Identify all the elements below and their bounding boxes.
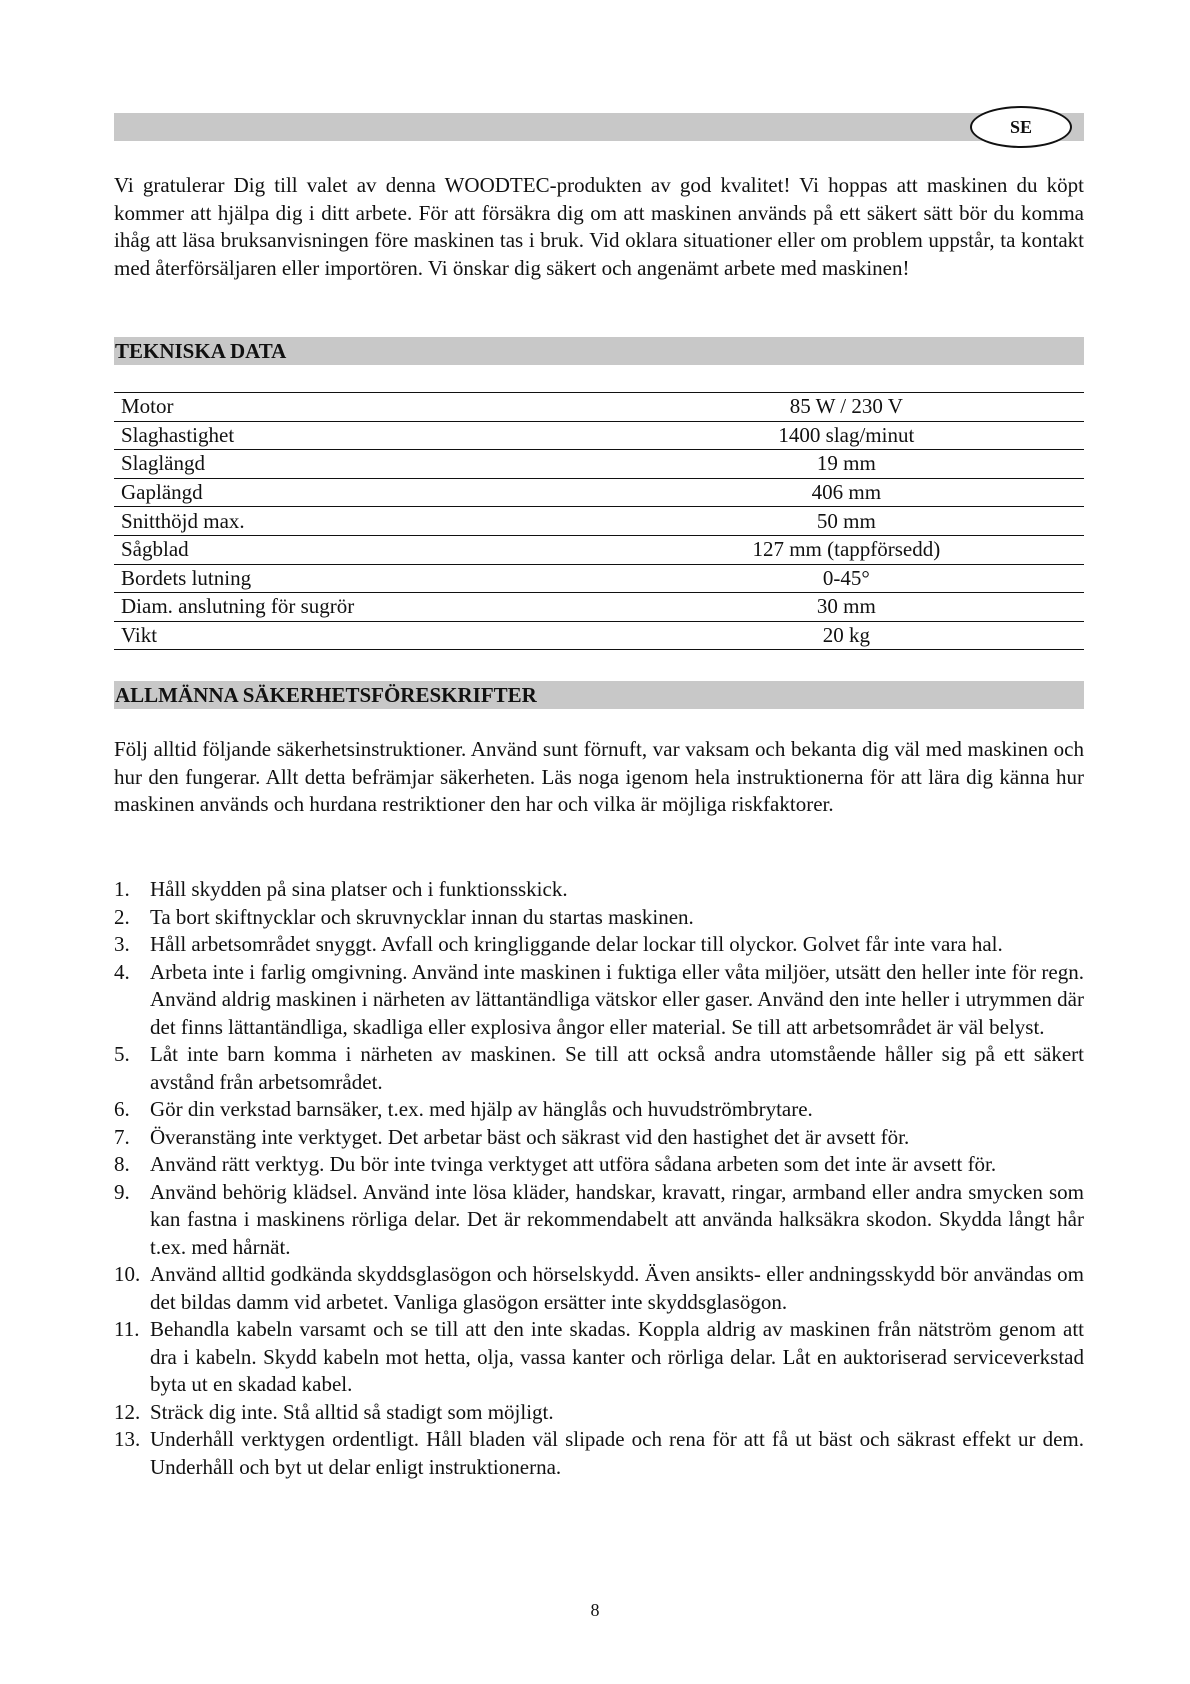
intro-paragraph: Vi gratulerar Dig till valet av denna WOODTEC-produkten av god kvalitet! Vi hoppas att maskinen du köpt kommer att hjälpa dig i ditt arbete. För att försäkra dig om att maskinen används på ett säkert sätt bör du komma ihåg att läsa bruksanvisningen före maskinen tas i bruk. Vid oklara situationer eller om problem uppstår, ta kontakt med återförsäljaren eller importören. Vi önskar dig säkert och angenämt arbete med maskinen!: [114, 173, 1084, 280]
item-text: Håll arbetsområdet snyggt. Avfall och kringliggande delar lockar till olyckor. Golvet får inte vara hal.: [150, 932, 1003, 956]
spec-label: Bordets lutning: [114, 564, 609, 593]
item-number: 8.: [114, 1152, 130, 1176]
spec-value: 0-45°: [609, 564, 1084, 593]
list-item: [114, 1179, 1084, 1262]
item-number: 10.: [114, 1262, 141, 1286]
spec-label: Vikt: [114, 621, 609, 650]
item-text: Behandla kabeln varsamt och se till att den inte skadas. Koppla aldrig av maskinen från nätström genom att dra i kabeln. Skydd kabeln mot hetta, olja, vassa kanter och rörliga delar. Låt en auktoriserad serviceverkstad byta ut en skadad kabel.: [150, 1317, 1084, 1396]
spec-label: Sågblad: [114, 535, 609, 564]
table-row: [114, 621, 1084, 650]
spec-value: 127 mm (tappförsedd): [609, 535, 1084, 564]
spec-value: 20 kg: [609, 621, 1084, 650]
safety-heading-text: ALLMÄNNA SÄKERHETSFÖRESKRIFTER: [115, 683, 537, 707]
item-number: 3.: [114, 932, 130, 956]
list-item: [114, 1041, 1084, 1096]
item-text: Håll skydden på sina platser och i funktionsskick.: [150, 877, 568, 901]
table-row: [114, 593, 1084, 622]
spec-label: Slaglängd: [114, 450, 609, 479]
item-text: Underhåll verktygen ordentligt. Håll bladen väl slipade och rena för att få ut bäst och säkrast effekt ur dem. Underhåll och byt ut delar enligt instruktionerna.: [150, 1427, 1084, 1479]
tech-data-heading: [114, 337, 1084, 365]
list-item: [114, 1151, 1084, 1179]
spec-label: Slaghastighet: [114, 421, 609, 450]
item-number: 13.: [114, 1427, 141, 1451]
safety-heading: [114, 681, 1084, 709]
item-number: 6.: [114, 1097, 130, 1121]
list-item: [114, 904, 1084, 932]
item-number: 9.: [114, 1179, 130, 1204]
item-text: Sträck dig inte. Stå alltid så stadigt som möjligt.: [150, 1399, 554, 1424]
safety-rules-list: [114, 876, 1084, 1481]
tech-data-table: [114, 392, 1084, 650]
spec-value: 19 mm: [609, 450, 1084, 479]
list-item: [114, 876, 1084, 904]
item-text: Använd rätt verktyg. Du bör inte tvinga verktyget att utföra sådana arbeten som det inte är avsett för.: [150, 1152, 997, 1176]
table-row: [114, 478, 1084, 507]
spec-value: 50 mm: [609, 507, 1084, 536]
item-number: 12.: [114, 1399, 141, 1424]
table-row: [114, 450, 1084, 479]
item-number: 11.: [114, 1317, 140, 1341]
table-row: [114, 535, 1084, 564]
list-item: [114, 1261, 1084, 1316]
item-text: Låt inte barn komma i närheten av maskinen. Se till att också andra utomstående håller sig på ett säkert avstånd från arbetsområdet.: [150, 1042, 1084, 1094]
table-row: [114, 564, 1084, 593]
spec-value: 85 W / 230 V: [609, 393, 1084, 422]
list-item: [114, 959, 1084, 1042]
list-item: [114, 1316, 1084, 1399]
page-number: 8: [590, 1600, 600, 1620]
list-item: [114, 931, 1084, 959]
spec-value: 30 mm: [609, 593, 1084, 622]
item-text: Överanstäng inte verktyget. Det arbetar bäst och säkrast vid den hastighet det är avsett för.: [150, 1124, 910, 1149]
table-row: [114, 507, 1084, 536]
list-item: [114, 1124, 1084, 1152]
item-text: Ta bort skiftnycklar och skruvnycklar innan du startas maskinen.: [150, 904, 694, 929]
item-number: 1.: [114, 877, 130, 901]
spec-label: Snitthöjd max.: [114, 507, 609, 536]
table-row: [114, 421, 1084, 450]
list-item: [114, 1399, 1084, 1427]
table-row: [114, 393, 1084, 422]
spec-label: Motor: [114, 393, 609, 422]
item-number: 4.: [114, 959, 130, 984]
header-bar: [114, 113, 1084, 141]
item-number: 7.: [114, 1124, 130, 1149]
item-text: Gör din verkstad barnsäker, t.ex. med hjälp av hänglås och huvudströmbrytare.: [150, 1097, 813, 1121]
spec-label: Diam. anslutning för sugrör: [114, 593, 609, 622]
tech-data-heading-text: TEKNISKA DATA: [115, 339, 287, 363]
item-number: 2.: [114, 904, 130, 929]
language-badge: SE: [970, 106, 1072, 148]
item-text: Använd behörig klädsel. Använd inte lösa kläder, handskar, kravatt, ringar, armband eller andra smycken som kan fastna i maskinens rörliga delar. Det är rekommendabelt att använda halksäkra skodon. Skydda långt hår t.ex. med hårnät.: [150, 1179, 1084, 1259]
spec-value: 406 mm: [609, 478, 1084, 507]
spec-label: Gaplängd: [114, 478, 609, 507]
list-item: [114, 1096, 1084, 1124]
safety-intro-paragraph: Följ alltid följande säkerhetsinstruktioner. Använd sunt förnuft, var vaksam och bekanta dig väl med maskinen och hur den fungerar. Allt detta befrämjar säkerheten. Läs noga igenom hela instruktionerna för att lära dig känna hur maskinen används och hurdana restriktioner den har och vilka är möjliga riskfaktorer.: [114, 737, 1084, 816]
item-text: Arbeta inte i farlig omgivning. Använd inte maskinen i fuktiga eller våta miljöer, utsätt den heller inte för regn. Använd aldrig maskinen i närheten av lättantändliga vätskor eller gaser. Använd den inte heller i utrymmen där det finns lättantändliga, skadliga eller explosiva ångor eller material. Se till att arbetsområdet är väl belyst.: [150, 959, 1084, 1039]
item-number: 5.: [114, 1042, 130, 1066]
list-item: [114, 1426, 1084, 1481]
spec-value: 1400 slag/minut: [609, 421, 1084, 450]
item-text: Använd alltid godkända skyddsglasögon och hörselskydd. Även ansikts- eller andningsskydd bör användas om det bildas damm vid arbetet. Vanliga glasögon ersätter inte skyddsglasögon.: [150, 1262, 1084, 1314]
